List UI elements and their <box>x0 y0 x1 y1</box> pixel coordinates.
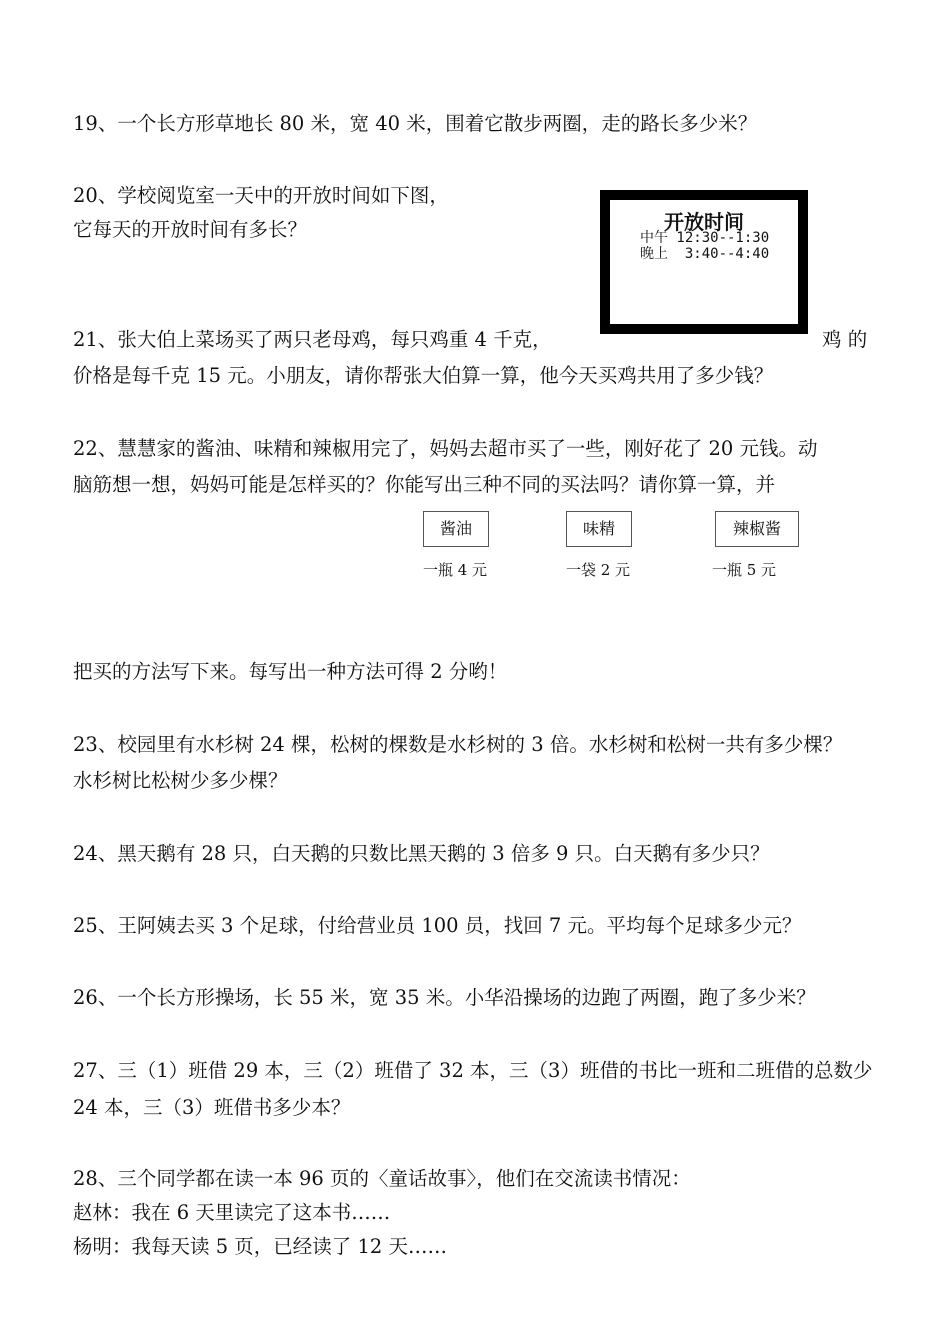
question-20-line2: 它每天的开放时间有多长？ <box>73 218 308 241</box>
msg-box: 味精 <box>566 511 632 547</box>
soy-sauce-box: 酱油 <box>423 511 489 547</box>
question-26: 26、一个长方形操场，长 55 米，宽 35 米。小华沿操场的边跑了两圈，跑了多少米？ <box>73 986 816 1009</box>
question-19: 19、一个长方形草地长 80 米，宽 40 米，围着它散步两圈，走的路长多少米？ <box>73 112 758 135</box>
opening-hours-evening: 晚上 3:40--4:40 <box>640 246 770 262</box>
opening-hours-noon: 中午 12:30--1:30 <box>640 230 770 246</box>
chili-sauce-price: 一瓶 5 元 <box>711 561 777 579</box>
question-21-line1-tail: 鸡 的 <box>822 328 868 351</box>
opening-hours-title: 开放时间 <box>664 210 744 234</box>
question-28-line2: 赵林：我在 6 天里读完了这本书…… <box>73 1201 391 1224</box>
opening-hours-sign <box>600 190 808 334</box>
question-21-line1: 21、张大伯上菜场买了两只老母鸡，每只鸡重 4 千克， <box>73 328 552 351</box>
question-22-line3: 把买的方法写下来。每写出一种方法可得 2 分哟！ <box>73 660 508 683</box>
question-28-line1: 28、三个同学都在读一本 96 页的〈童话故事〉，他们在交流读书情况： <box>73 1167 691 1190</box>
question-23-line2: 水杉树比松树少多少棵？ <box>73 769 288 792</box>
question-24: 24、黑天鹅有 28 只，白天鹅的只数比黑天鹅的 3 倍多 9 只。白天鹅有多少只？ <box>73 842 770 865</box>
msg-price: 一袋 2 元 <box>565 561 631 579</box>
question-27-line2: 24 本，三（3）班借书多少本？ <box>73 1096 351 1119</box>
question-28-line3: 杨明：我每天读 5 页，已经读了 12 天…… <box>73 1235 448 1258</box>
question-22-line1: 22、慧慧家的酱油、味精和辣椒用完了，妈妈去超市买了一些，刚好花了 20 元钱。动 <box>73 437 818 460</box>
question-23-line1: 23、校园里有水杉树 24 棵，松树的棵数是水杉树的 3 倍。水杉树和松树一共有多少棵？ <box>73 733 843 756</box>
soy-sauce-price: 一瓶 4 元 <box>422 561 488 579</box>
question-25: 25、王阿姨去买 3 个足球，付给营业员 100 员，找回 7 元。平均每个足球多少元？ <box>73 914 802 937</box>
question-20-line1: 20、学校阅览室一天中的开放时间如下图， <box>73 184 449 207</box>
question-21-line2: 价格是每千克 15 元。小朋友，请你帮张大伯算一算，他今天买鸡共用了多少钱？ <box>73 364 774 387</box>
question-27-line1: 27、三（1）班借 29 本，三（2）班借了 32 本，三（3）班借的书比一班和二班借的总数少 <box>73 1059 873 1082</box>
chili-sauce-box: 辣椒酱 <box>715 511 799 547</box>
question-22-line2: 脑筋想一想，妈妈可能是怎样买的？你能写出三种不同的买法吗？请你算一算，并 <box>73 473 776 496</box>
